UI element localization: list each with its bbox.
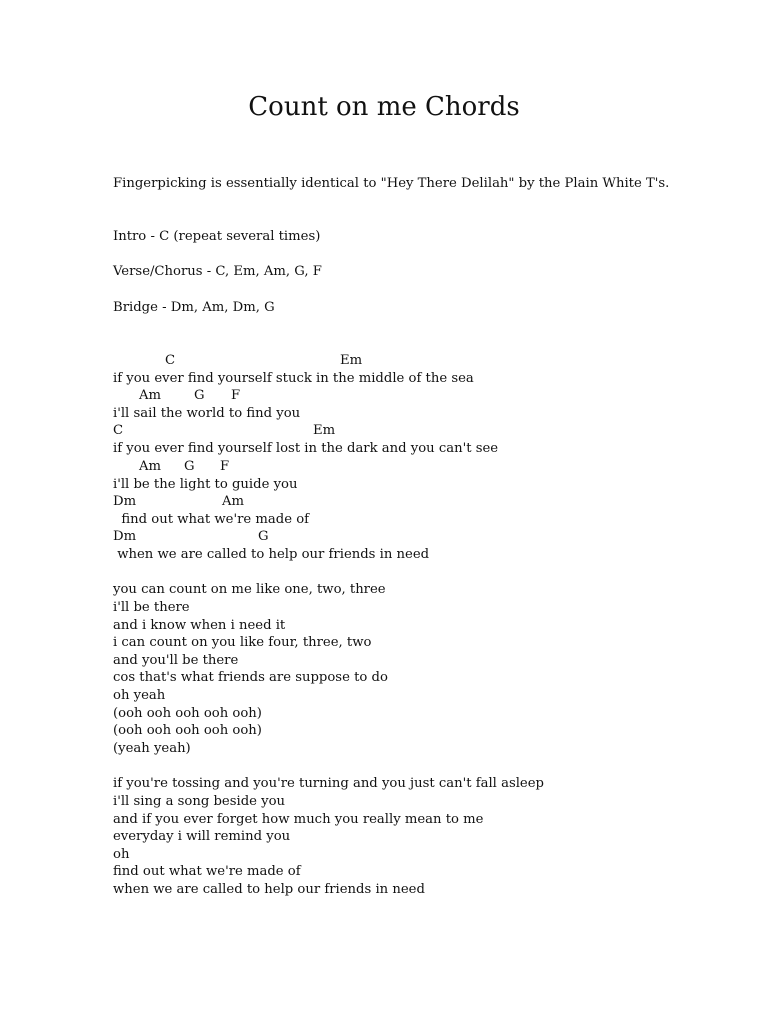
chord-label: F <box>220 459 230 474</box>
chord-label: G <box>184 459 195 474</box>
lyric-line: when we are called to help our friends in need <box>113 547 430 562</box>
lyric-line: and if you ever forget how much you really mean to me <box>113 812 484 827</box>
lyric-line: i'll sing a song beside you <box>113 794 286 809</box>
chord-label: Em <box>313 423 336 438</box>
lyric-line: and you'll be there <box>113 653 239 668</box>
fingerpicking-note: Fingerpicking is essentially identical to "Hey There Delilah" by the Plain White T's. <box>113 176 670 191</box>
chord-label: Dm <box>113 529 137 544</box>
lyric-line: oh yeah <box>113 688 166 703</box>
lyric-line: (ooh ooh ooh ooh ooh) <box>113 706 262 721</box>
chord-label: Am <box>139 459 162 474</box>
lyric-line: (ooh ooh ooh ooh ooh) <box>113 723 262 738</box>
lyric-line: if you ever find yourself lost in the dark and you can't see <box>113 441 499 456</box>
lyric-line: i'll be there <box>113 600 190 615</box>
lyric-line: if you're tossing and you're turning and you just can't fall asleep <box>113 776 544 791</box>
lyric-line: everyday i will remind you <box>113 829 291 844</box>
lyric-line: cos that's what friends are suppose to do <box>113 670 388 685</box>
lyric-line: if you ever find yourself stuck in the middle of the sea <box>113 371 474 386</box>
lyric-line: find out what we're made of <box>113 512 310 527</box>
chord-label: G <box>258 529 269 544</box>
chord-label: C <box>113 423 124 438</box>
page-title: Count on me Chords <box>248 92 520 122</box>
lyric-line: you can count on me like one, two, three <box>113 582 386 597</box>
intro-progression: Intro - C (repeat several times) <box>113 229 321 244</box>
lyric-line: oh <box>113 847 130 862</box>
lyric-line: (yeah yeah) <box>113 741 191 756</box>
chord-label: Am <box>139 388 162 403</box>
chord-label: F <box>231 388 241 403</box>
bridge-progression: Bridge - Dm, Am, Dm, G <box>113 300 275 315</box>
chord-label: Dm <box>113 494 137 509</box>
lyric-line: i'll be the light to guide you <box>113 477 298 492</box>
chord-label: Am <box>222 494 245 509</box>
lyric-line: and i know when i need it <box>113 618 286 633</box>
lyric-line: find out what we're made of <box>113 864 301 879</box>
chord-label: G <box>194 388 205 403</box>
chord-label: Em <box>340 353 363 368</box>
lyric-line: i'll sail the world to find you <box>113 406 301 421</box>
verse-chorus-progression: Verse/Chorus - C, Em, Am, G, F <box>113 264 322 279</box>
lyric-line: when we are called to help our friends in need <box>113 882 425 897</box>
lyric-line: i can count on you like four, three, two <box>113 635 372 650</box>
chord-label: C <box>165 353 176 368</box>
